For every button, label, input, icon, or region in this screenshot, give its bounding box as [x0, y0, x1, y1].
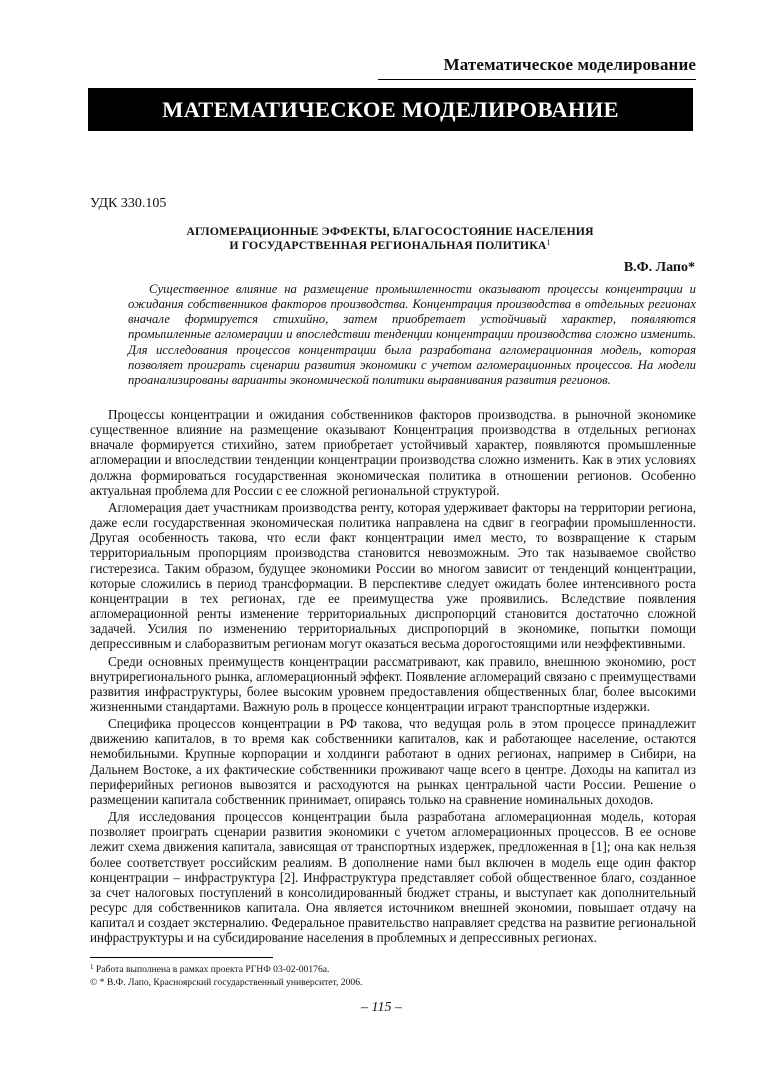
article-title-line-1: АГЛОМЕРАЦИОННЫЕ ЭФФЕКТЫ, БЛАГОСОСТОЯНИЕ НАСЕЛЕНИЯ	[186, 224, 594, 238]
footnote-1-text: Работа выполнена в рамках проекта РГНФ 03-02-00176а.	[95, 964, 330, 975]
title-footnote-mark: 1	[546, 238, 551, 247]
udc-code: УДК 330.105	[90, 196, 167, 211]
abstract: Существенное влияние на размещение промышленности оказывают процессы концентрации и ожидания собственников факторов производства. Концентрация производства в отдельных регионах вначале формируется стихийно, затем приобретает устойчивый характер, появляются промышленные агломерации и впоследствии тенденции концентрации производства сложно изменить. Для исследования процессов концентрации была разработана агломерационная модель, которая позволяет проиграть сценарии развития экономики с учетом агломерационных процессов. На модели проанализированы варианты экономической политики выравнивания развития регионов.	[128, 282, 696, 387]
footnotes	[90, 963, 696, 989]
section-title: МАТЕМАТИЧЕСКОЕ МОДЕЛИРОВАНИЕ	[162, 96, 619, 122]
body-paragraph: Для исследования процессов концентрации была разработана агломерационная модель, которая позволяет проиграть сценарии развития экономики с учетом агломерационных процессов. В ее основе лежит схема движения капитала, зависящая от транспортных издержек, предложенная в [1]; она как нельзя более соответствует российским реалиям. В дополнение нами был включен в модель еще один фактор концентрации – инфраструктура [2]. Инфраструктура представляет собой общественное благо, созданное за счет налоговых поступлений в консолидированный бюджет страны, и выступает как дополнительный ресурс для собственников капитала. Она является источником внешней экономии, повышает отдачу на капитал и создает экстерналию. Федеральное правительство направляет средства на развитие региональной инфраструктуры и на субсидирование населения в проблемных и депрессивных регионах.	[90, 809, 696, 946]
running-head-rule	[378, 79, 696, 80]
article-body	[90, 407, 696, 947]
footnote-copyright: © * В.Ф. Лапо, Красноярский государственный университет, 2006.	[90, 977, 363, 988]
section-title-bar	[88, 88, 693, 131]
article-title-line-2	[140, 238, 640, 252]
body-paragraph: Среди основных преимуществ концентрации рассматривают, как правило, внешнюю экономию, рост внутрирегионального рынка, агломерационный эффект. Появление агломераций связано с преимуществами развития инфраструктуры, более высоким уровнем предоставления общественных благ, более высокими жизненными стандартами. Важную роль в процессе концентрации играют транспортные издержки.	[90, 653, 696, 714]
body-paragraph: Специфика процессов концентрации в РФ такова, что ведущая роль в этом процессе принадлежит движению капиталов, в то время как собственники капиталов, как и работающее население, остаются немобильными. Крупные корпорации и холдинги работают в одних регионах, например в Сибири, на Дальнем Востоке, а их фактические собственники проживают чаще всего в центре. Доходы на капитал из периферийных регионов вывозятся и расходуются на рынках центральной части России. Решение о размещении капитала собственник принимает, опираясь только на сравнение номинальных доходов.	[90, 716, 696, 807]
footnote-rule	[90, 957, 273, 958]
author: В.Ф. Лапо*	[623, 260, 695, 275]
footnote-1-mark: 1	[90, 963, 94, 971]
article-title	[140, 224, 640, 252]
running-head: Математическое моделирование	[443, 55, 696, 74]
article-title-line-2-text: И ГОСУДАРСТВЕННАЯ РЕГИОНАЛЬНАЯ ПОЛИТИКА	[229, 238, 547, 252]
footnote-1	[90, 963, 696, 976]
page-number: – 115 –	[361, 1000, 402, 1015]
body-paragraph: Агломерация дает участникам производства ренту, которая удерживает факторы на территории региона, даже если государственная экономическая политика направлена на сдвиг в географии промышленности. Другая особенность такова, что если факт концентрации имел место, то возвращение к старым территориальным пропорциям производства становится невозможным. Это так называемое свойство гистерезиса. Таким образом, будущее экономики России во многом зависит от тенденций концентрации, которые сложились в период трансформации. В перспективе следует ожидать более интенсивного роста концентрации в тех регионах, где ее преимущества уже проявились. Вследствие появления агломерационной ренты изменение территориальных диспропорций становится достаточно сложной задачей. Усилия по изменению территориальных диспропорций в экономике, попытки помощи депрессивным и слаборазвитым регионам могут оказаться весьма дорогостоящими или неэффективными.	[90, 499, 696, 652]
body-paragraph: Процессы концентрации и ожидания собственников факторов производства. в рыночной экономике существенное влияние на размещение оказывают Концентрация производства в отдельных регионах вначале формируется стихийно, затем приобретает устойчивый характер, появляются промышленные агломерации и впоследствии тенденции концентрации производства сложно изменить. Как в этих условиях должна формироваться государственная экономическая политика в отношении регионов. Особенно актуальная проблема для России с ее сложной региональной структурой.	[90, 407, 696, 498]
